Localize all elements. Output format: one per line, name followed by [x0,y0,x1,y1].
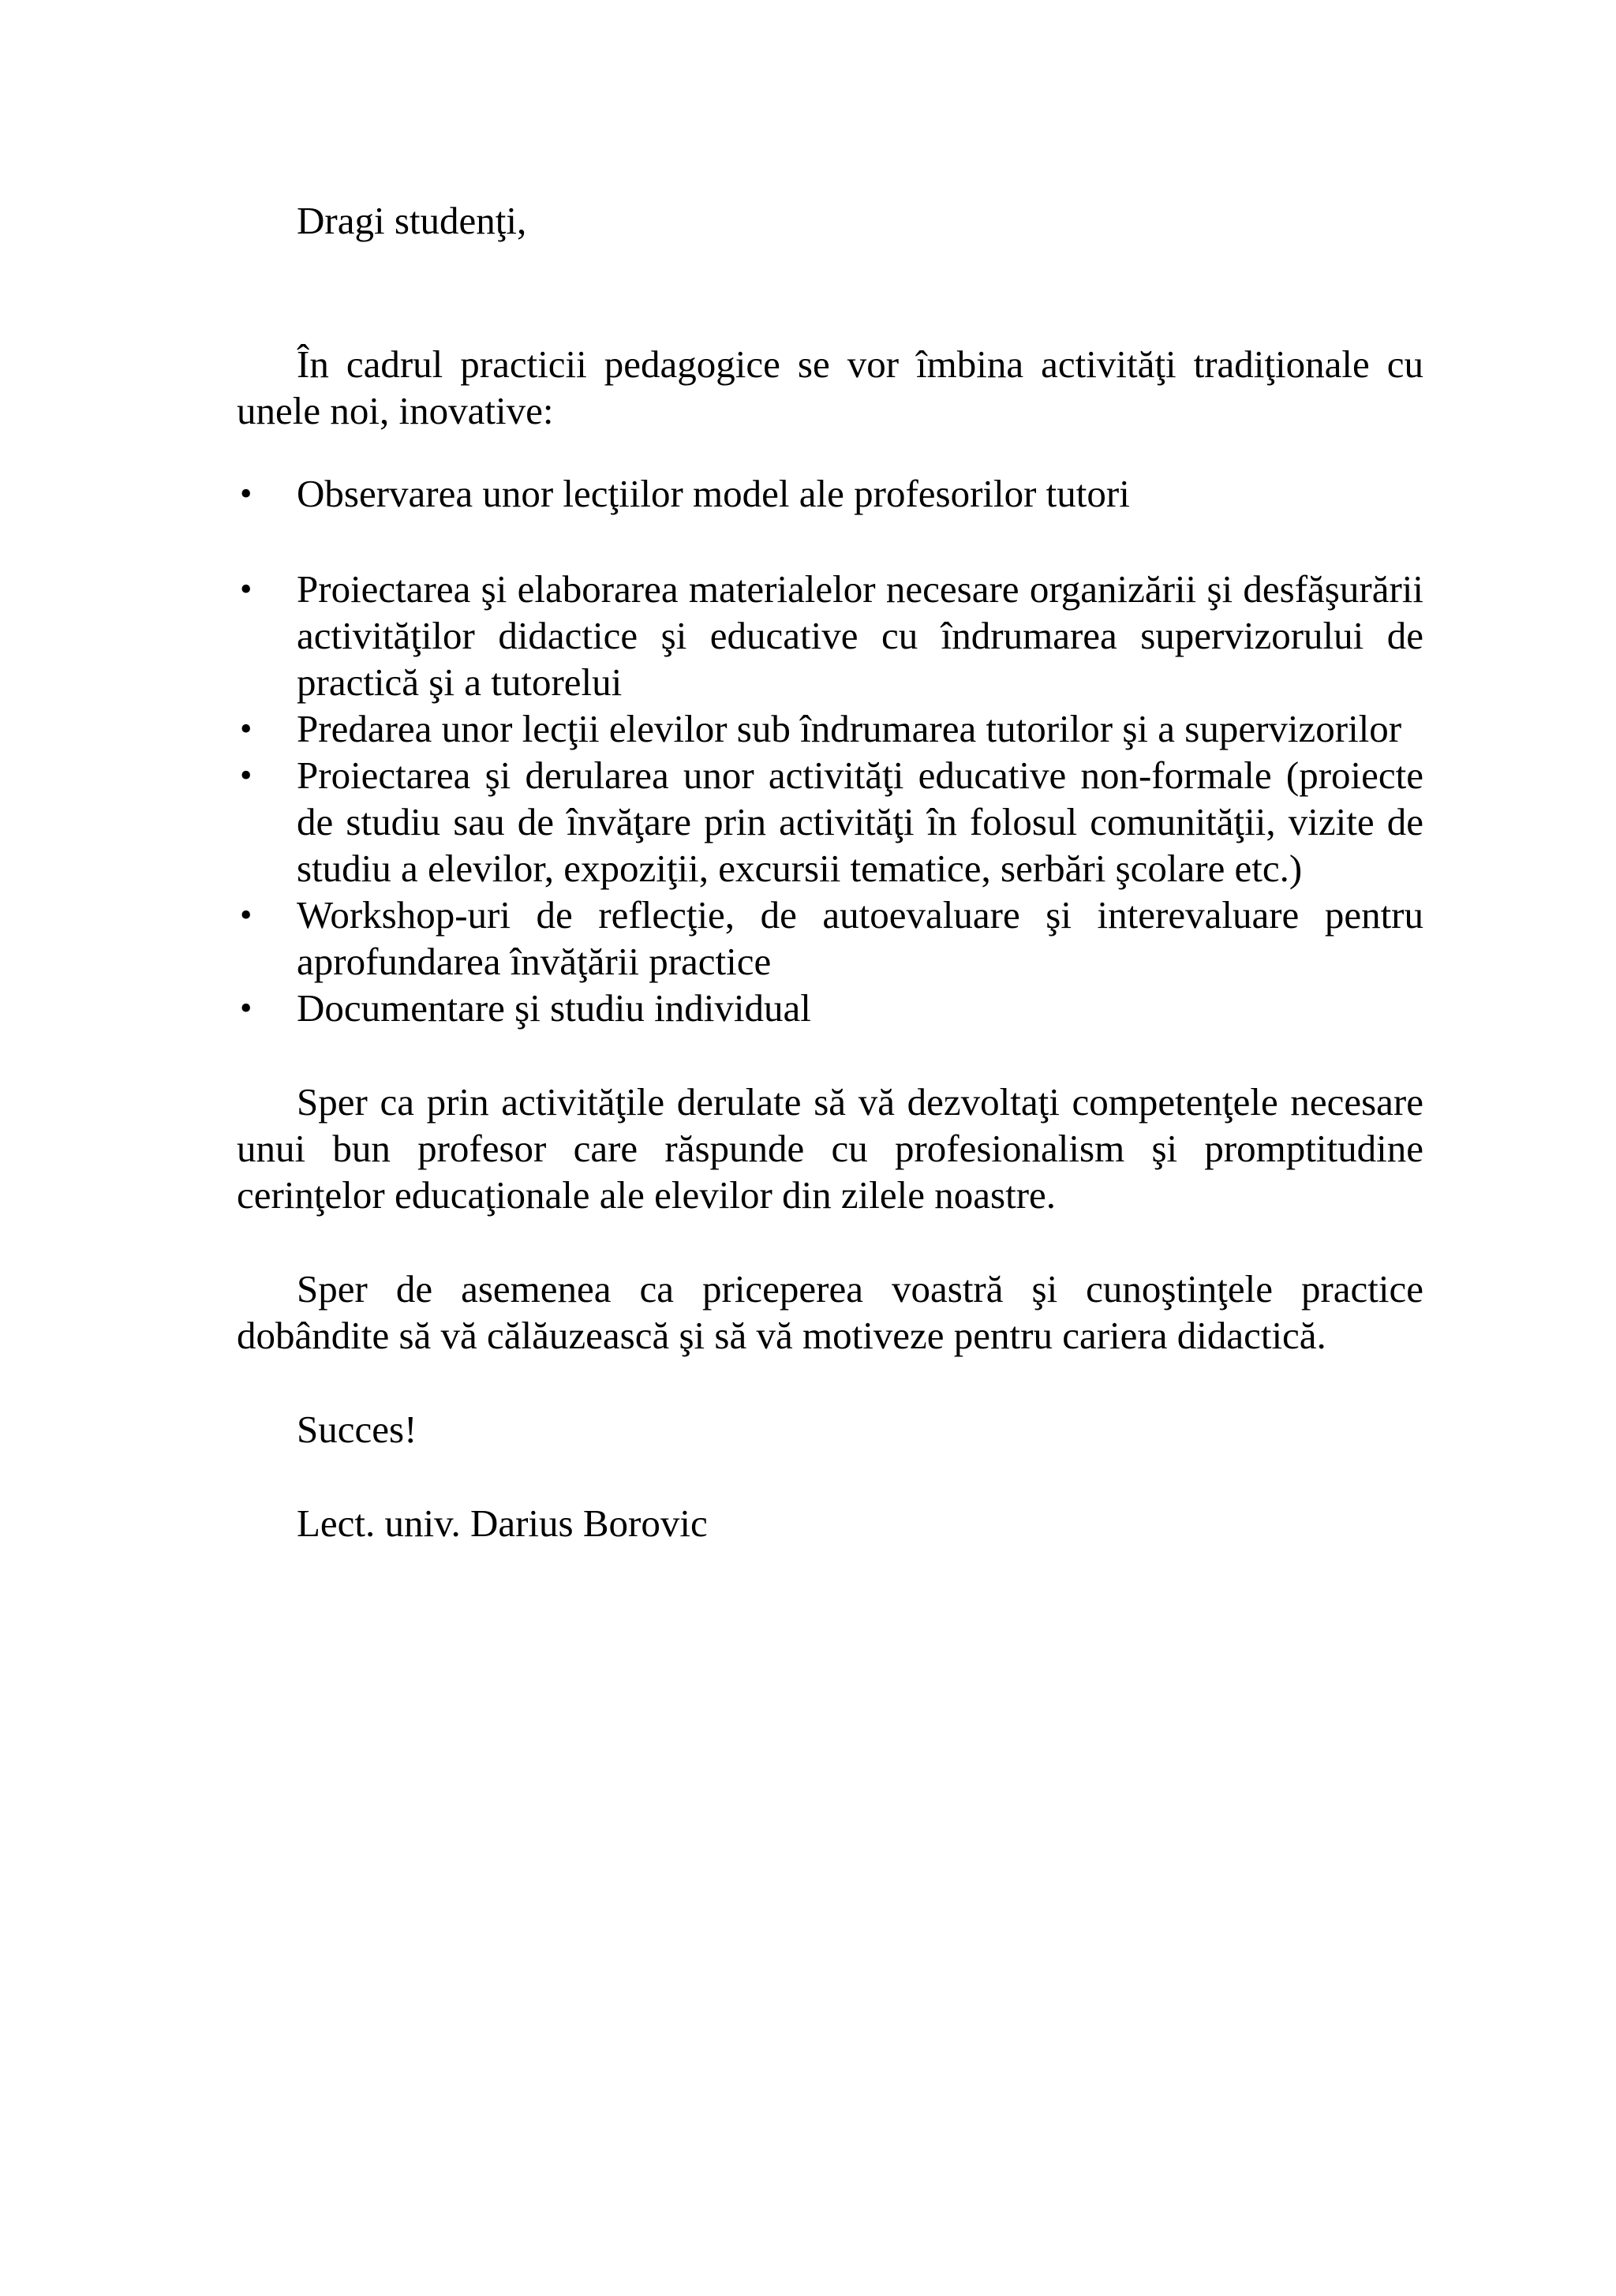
greeting: Dragi studenţi, [297,199,527,242]
bullet-icon: • [240,989,252,1027]
closing: Succes! [297,1408,417,1451]
bullet-icon: • [240,756,252,795]
list-item [237,705,1423,752]
list-item-text: Predarea unor lecţii elevilor sub îndrumarea tutorilor şi a supervizorilor [297,707,1402,750]
list-item-text: Workshop-uri de reflecţie, de autoevaluare şi interevaluare pentru aprofundarea învăţării practice [297,893,1423,983]
letter-body [237,197,1423,1546]
list-item [237,752,1423,892]
bullet-icon: • [240,709,252,748]
list-item [237,892,1423,985]
list-item [237,566,1423,705]
paragraph-career: Sper de asemenea ca priceperea voastră şi cunoştinţele practice dobândite să vă călăuzească şi să vă motiveze pentru cariera didactică. [237,1267,1423,1357]
paragraph-competences: Sper ca prin activităţile derulate să vă dezvoltaţi competenţele necesare unui bun profesor care răspunde cu profesionalism şi promptitudine cerinţelor educaţionale ale elevilor din zilele noastre. [237,1080,1423,1217]
signature: Lect. univ. Darius Borovic [297,1501,708,1545]
list-item-text: Proiectarea şi derularea unor activităţi educative non-formale (proiecte de studiu sau de învăţare prin activităţi în folosul comunităţii, vizite de studiu a elevilor, expoziţii, excursii tematice, serbări şcolare etc.) [297,753,1423,890]
intro-paragraph: În cadrul practicii pedagogice se vor îmbina activităţi tradiţionale cu unele noi, inovative: [237,342,1423,432]
list-item [237,985,1423,1031]
list-item-text: Documentare şi studiu individual [297,986,811,1030]
bullet-icon: • [240,570,252,608]
list-item-text: Proiectarea şi elaborarea materialelor necesare organizării şi desfăşurării activităţilor didactice şi educative cu îndrumarea supervizorului de practică şi a tutorelui [297,567,1423,704]
activity-list [237,470,1423,1031]
list-item [237,470,1423,517]
bullet-icon: • [240,474,252,513]
bullet-icon: • [240,896,252,934]
list-item-text: Observarea unor lecţiilor model ale profesorilor tutori [297,472,1130,515]
